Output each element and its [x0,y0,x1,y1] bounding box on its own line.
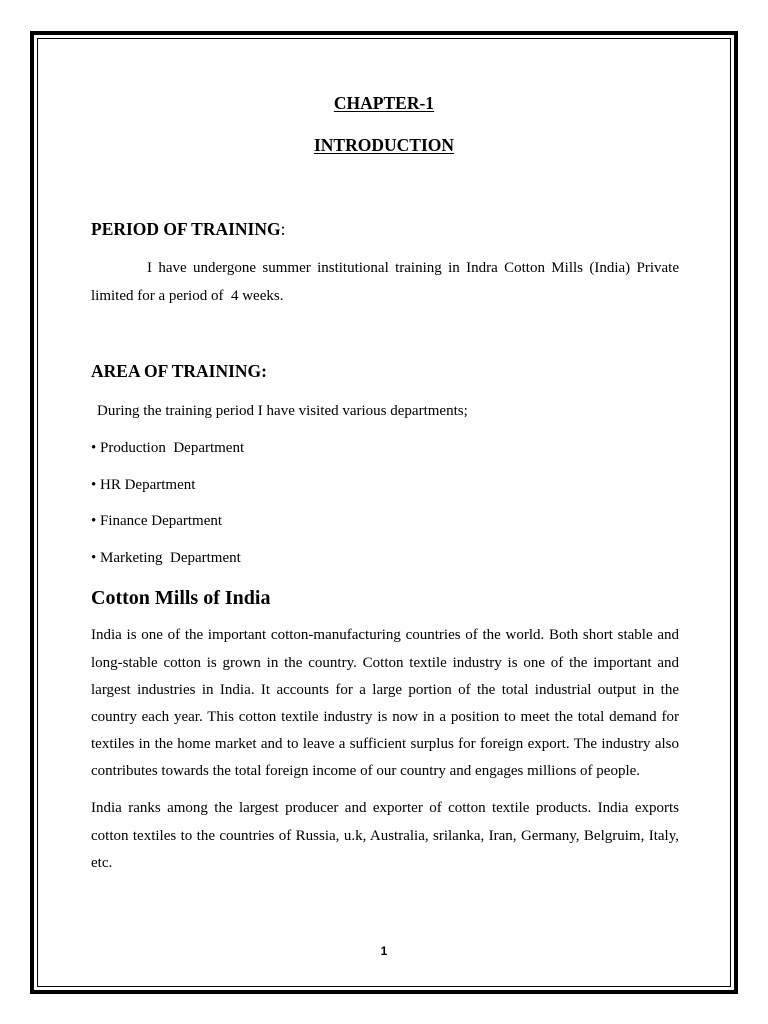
chapter-label: CHAPTER-1 [333,93,435,113]
department-list-item: • HR Department [91,476,196,493]
department-list-item: • Marketing Department [91,549,241,566]
section-heading-period-of-training [91,217,285,241]
section-heading-cotton-mills: Cotton Mills of India [91,587,271,609]
area-of-training-intro: During the training period I have visited various departments; [97,403,468,419]
cotton-mills-paragraph: India ranks among the largest producer and exporter of cotton textile products. India exports cotton textiles to the countries of Russia, u.k, Australia, srilanka, Iran, Germany, Belgruim, Italy, etc. [91,800,679,872]
section-heading-colon: : [280,219,286,239]
cotton-mills-paragraph: India is one of the important cotton-manufacturing countries of the world. Both short stable and long-stable cotton is grown in the country. Cotton textile industry is one of the important and largest industries in India. It accounts for a large portion of the total industrial output in the country each year. This cotton textile industry is now in a position to meet the total demand for textiles in the home market and to leave a sufficient surplus for foreign export. The industry also contributes towards the total foreign income of our country and engages millions of people. [91,627,679,780]
department-list [91,436,244,583]
period-of-training-paragraph: I have undergone summer institutional training in Indra Cotton Mills (India) Private limited for a period of 4 weeks. [91,260,683,304]
section-heading-text: PERIOD OF TRAINING [91,219,281,239]
section-heading-area-of-training: AREA OF TRAINING: [91,361,267,381]
chapter-title-line [0,133,768,157]
department-list-item: • Production Department [91,440,245,456]
page-number: 1 [380,944,388,958]
chapter-title: INTRODUCTION [313,135,455,155]
department-list-item: • Finance Department [91,513,223,530]
chapter-label-line [0,91,768,115]
